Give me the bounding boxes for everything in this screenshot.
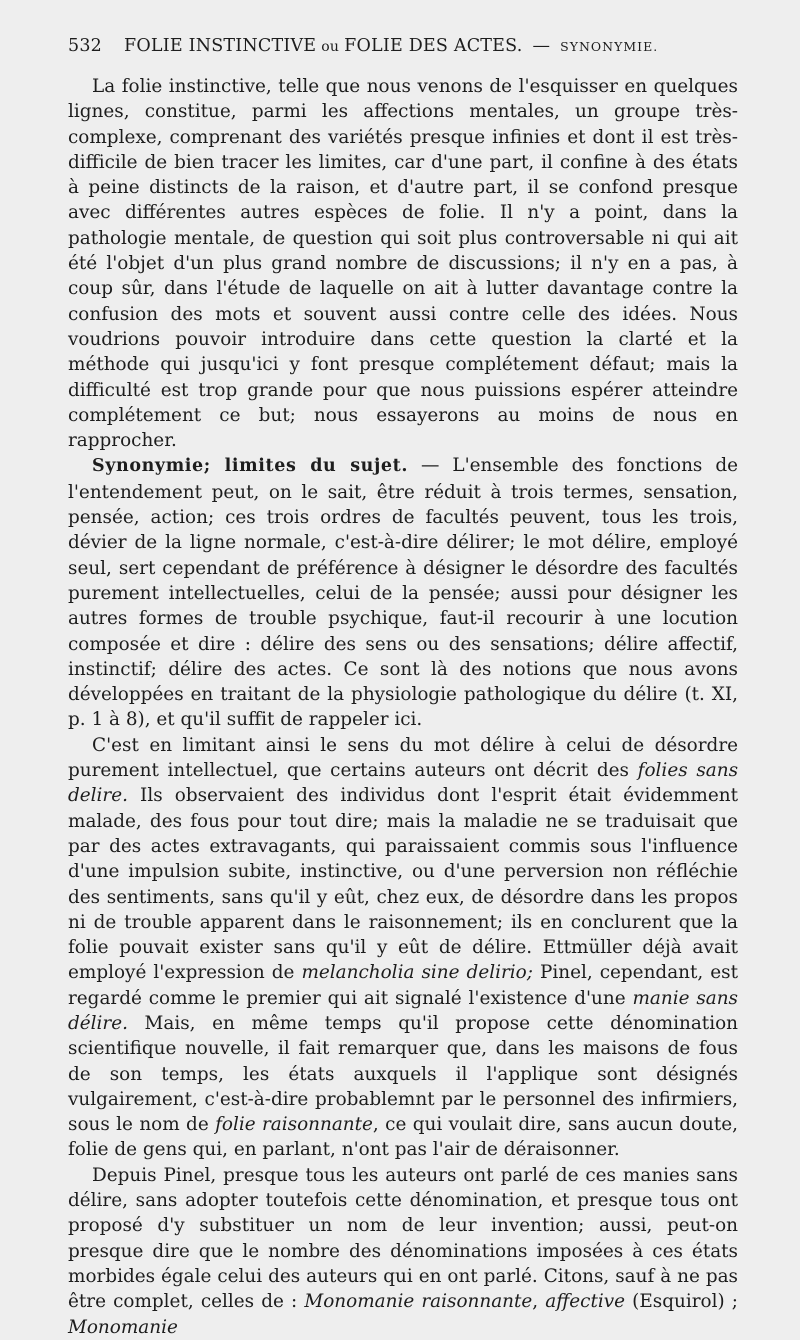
paragraph-3-text: Ils observaient des individus dont l'esprit était évidemment malade, des fous pour tout dire; mais la maladie ne se traduisait que par des actes extravagants, qui paraissaient commis sous l'influence d'une impulsion subite, instinctive, ou d'une perversion non réfléchie des sentiments, sans qu'il y eût, chez eux, de désordre dans les propos ni de trouble apparent dans le raisonnement; ils en conclurent que la folie pouvait exister sans qu'il y eût de délire. Ettmüller déjà avait employé l'expression de (68, 785, 738, 984)
paragraph-4-text: (Esquirol) ; (625, 1291, 738, 1313)
italic-term: folies sans delire. (68, 760, 739, 807)
section-label: SYNONYMIE. (560, 39, 659, 54)
italic-term: Monomanie raisonnante (304, 1291, 533, 1313)
paragraph-1 (68, 74, 738, 453)
italic-term: affective (545, 1291, 626, 1313)
paragraph-3-text: C'est en limitant ainsi le sens du mot délire à celui de désordre purement intellectuel, que certains auteurs ont décrit des (68, 734, 738, 782)
paragraph-2-text: — L'ensemble des fonctions de l'entendement peut, on le sait, être réduit à trois termes, sensation, pensée, action; ces trois ordres de facultés peuvent, tous les trois, dévier de la ligne normale, c'est-à-dire délirer; le mot délire, employé seul, sert cependant de préférence à désigner le désordre des facultés purement intellectuelles, celui de la pensée; aussi pour désigner les autres formes de trouble psychique, faut-il recourir à une locution composée et dire : délire des sens ou des sensations; délire affectif, instinctif; délire des actes. Ce sont là des notions que nous avons développées en traitant de la physiologie pathologique du délire (t. XI, p. 1 à 8), et qu'il suffit de rappeler ici. (68, 455, 738, 731)
italic-term: manie sans délire. (68, 987, 738, 1034)
paragraph-4 (68, 1163, 738, 1340)
running-title-connector: ou (321, 39, 340, 55)
paragraph-3-text: Mais, en même temps qu'il propose cette dénomination scientifique nouvelle, il fait remarquer que, dans les maisons de fous de son temps, les états auxquels il l'applique sont désignés vulgairement, c'est-à-dire probablemnt par le personnel des infirmiers, sous le nom de (68, 1012, 738, 1136)
header-dash: — (532, 36, 551, 56)
page-number: 532 (68, 36, 103, 56)
italic-term: melancholia sine delirio; (301, 962, 533, 984)
paragraph-3-text: , ce qui voulait dire, sans aucun doute, folie de gens qui, en parlant, n'ont pas l'air de déraisonner. (68, 1114, 738, 1161)
section-heading: Synonymie; limites du sujet. (92, 456, 409, 477)
running-title: FOLIE INSTINCTIVE (124, 36, 317, 56)
paragraph-3 (68, 733, 738, 1163)
paragraph-2 (68, 453, 738, 732)
paragraph-1-text: La folie instinctive, telle que nous venons de l'esquisser en quelques lignes, constitue, parmi les affections mentales, un groupe très-complexe, comprenant des variétés presque infinies et dont il est très-difficile de bien tracer les limites, car d'une part, il confine à des états à peine distincts de la raison, et d'autre part, il se confond presque avec différentes autres espèces de folie. Il n'y a point, dans la pathologie mentale, de question qui soit plus controversable ni qui ait été l'objet d'un plus grand nombre de discussions; il n'y en a pas, à coup sûr, dans l'étude de laquelle on ait à lutter davantage contre la confusion des mots et souvent aussi contre celle des idées. Nous voudrions pouvoir introduire dans cette question la clarté et la méthode qui jusqu'ici y font presque complétement défaut; mais la difficulté est trop grande pour que nous puissions espérer atteindre complétement ce but; nous essayerons au moins de nous en rapprocher. (68, 76, 738, 452)
running-title-2: FOLIE DES ACTES. (344, 36, 523, 56)
paragraph-4-text: Depuis Pinel, presque tous les auteurs ont parlé de ces manies sans délire, sans adopter toutefois cette dénomination, et presque tous ont proposé d'y substituer un nom de leur invention; aussi, peut-on presque dire que le nombre des dénominations imposées à ces états morbides égale celui des auteurs qui en ont parlé. Citons, sauf à ne pas être complet, celles de : (68, 1164, 738, 1313)
italic-term: Monomanie (68, 1316, 178, 1338)
paragraph-3-text: Pinel, cependant, est regardé comme le premier qui ait signalé l'existence d'une (68, 962, 738, 1009)
running-header (68, 36, 738, 74)
paragraph-4-text: , (532, 1291, 546, 1313)
italic-term: folie raisonnante (215, 1114, 373, 1136)
body-text (68, 74, 738, 1340)
